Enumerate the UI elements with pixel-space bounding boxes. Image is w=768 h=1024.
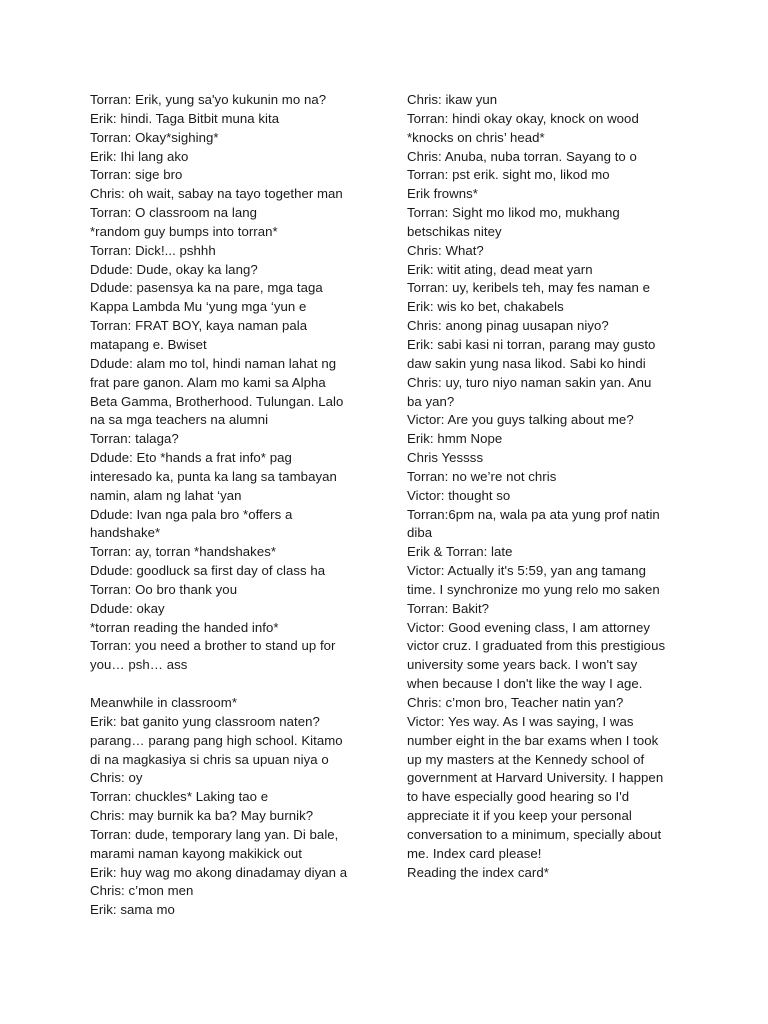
text-line: Torran: no we’re not chris bbox=[407, 468, 557, 484]
text-line: Torran: ay, torran *handshakes* bbox=[90, 544, 277, 560]
text-line: Erik: wis ko bet, chakabels bbox=[407, 299, 564, 315]
text-line: when because I don't like the way I age. bbox=[407, 676, 643, 692]
text-line: Erik: bat ganito yung classroom naten? bbox=[90, 713, 320, 729]
text-line: Ddude: Dude, okay ka lang? bbox=[90, 261, 258, 277]
text-line: Torran: Okay*sighing* bbox=[90, 129, 219, 145]
text-line: victor cruz. I graduated from this prestigious bbox=[407, 638, 666, 654]
text-line: Erik: hmm Nope bbox=[407, 431, 503, 447]
text-line: Torran: FRAT BOY, kaya naman pala bbox=[90, 318, 308, 334]
text-line: Torran: Erik, yung sa'yo kukunin mo na? bbox=[90, 92, 327, 107]
text-line: *knocks on chris’ head* bbox=[407, 129, 545, 145]
text-line: Torran: you need a brother to stand up for bbox=[90, 638, 336, 654]
text-line: Chris: Anuba, nuba torran. Sayang to o bbox=[407, 148, 637, 164]
text-line: ba yan? bbox=[407, 393, 455, 409]
text-line: frat pare ganon. Alam mo kami sa Alpha bbox=[90, 374, 326, 390]
text-line: Torran: Dick!... pshhh bbox=[90, 242, 216, 258]
text-line: Torran: Oo bro thank you bbox=[90, 581, 238, 597]
text-line: Victor: Actually it's 5:59, yan ang tamang bbox=[407, 563, 646, 579]
text-line: handshake* bbox=[90, 525, 161, 541]
text-line: Erik: hindi. Taga Bitbit muna kita bbox=[90, 110, 280, 126]
text-line: daw sakin yung nasa likod. Sabi ko hindi bbox=[407, 355, 646, 371]
text-line: university some years back. I won't say bbox=[407, 657, 638, 673]
text-line: Chris: c’mon men bbox=[90, 883, 194, 899]
text-line: Torran: dude, temporary lang yan. Di bale, bbox=[90, 826, 339, 842]
text-line: Erik: witit ating, dead meat yarn bbox=[407, 261, 593, 277]
text-line: appreciate it if you keep your personal bbox=[407, 808, 632, 824]
left-text-column bbox=[90, 91, 370, 920]
text-line: Chris: ikaw yun bbox=[407, 92, 498, 107]
text-line: Erik: huy wag mo akong dinadamay diyan a bbox=[90, 864, 348, 880]
text-line: Kappa Lambda Mu ‘yung mga ‘yun e bbox=[90, 299, 307, 315]
text-line: Erik: sama mo bbox=[90, 902, 175, 918]
text-line: Chris: What? bbox=[407, 242, 484, 258]
text-line: Torran: Bakit? bbox=[407, 600, 490, 616]
text-line: Chris: anong pinag uusapan niyo? bbox=[407, 318, 609, 334]
text-line: Torran: chuckles* Laking tao e bbox=[90, 789, 269, 805]
text-line: time. I synchronize mo yung relo mo saken bbox=[407, 581, 660, 597]
text-line: betschikas nitey bbox=[407, 223, 502, 239]
text-line: Torran: O classroom na lang bbox=[90, 205, 257, 221]
text-line: Chris: oh wait, sabay na tayo together man bbox=[90, 186, 343, 202]
text-line: conversation to a minimum, specially about bbox=[407, 826, 662, 842]
text-line: Erik: sabi kasi ni torran, parang may gusto bbox=[407, 336, 656, 352]
text-line: Torran: uy, keribels teh, may fes naman e bbox=[407, 280, 650, 296]
text-line: Chris: uy, turo niyo naman sakin yan. Anu bbox=[407, 374, 652, 390]
text-line: Torran: pst erik. sight mo, likod mo bbox=[407, 167, 610, 183]
text-line: Meanwhile in classroom* bbox=[90, 695, 238, 710]
text-line: Ddude: goodluck sa first day of class ha bbox=[90, 563, 326, 579]
text-line: Ddude: pasensya ka na pare, mga taga bbox=[90, 280, 323, 296]
text-line: Chris: c’mon bro, Teacher natin yan? bbox=[407, 695, 624, 710]
text-line: *random guy bumps into torran* bbox=[90, 223, 278, 239]
text-line: Torran: sige bro bbox=[90, 167, 183, 183]
text-line: Beta Gamma, Brotherhood. Tulungan. Lalo bbox=[90, 393, 344, 409]
text-line: na sa mga teachers na alumni bbox=[90, 412, 269, 428]
text-line: up my masters at the Kennedy school of bbox=[407, 751, 645, 767]
text-line: diba bbox=[407, 525, 433, 541]
text-line: Victor: Good evening class, I am attorney bbox=[407, 619, 650, 635]
text-line: parang… parang pang high school. Kitamo bbox=[90, 732, 343, 748]
text-line: Ddude: Ivan nga pala bro *offers a bbox=[90, 506, 293, 522]
text-line: to have especially good hearing so I'd bbox=[407, 789, 630, 805]
text-line bbox=[90, 675, 370, 694]
text-line: Chris: oy bbox=[90, 770, 143, 786]
text-line: interesado ka, punta ka lang sa tambayan bbox=[90, 468, 337, 484]
text-line: government at Harvard University. I happen bbox=[407, 770, 664, 786]
text-line: Erik: Ihi lang ako bbox=[90, 148, 189, 164]
text-line: me. Index card please! bbox=[407, 845, 542, 861]
text-line: Torran: hindi okay okay, knock on wood bbox=[407, 110, 639, 126]
text-line: Victor: thought so bbox=[407, 487, 511, 503]
text-line: you… psh… ass bbox=[90, 657, 188, 673]
text-line: Chris Yessss bbox=[407, 450, 484, 466]
text-line: number eight in the bar exams when I took bbox=[407, 732, 659, 748]
text-line: Chris: may burnik ka ba? May burnik? bbox=[90, 808, 314, 824]
text-line: di na magkasiya si chris sa upuan niya o bbox=[90, 751, 329, 767]
text-line: *torran reading the handed info* bbox=[90, 619, 279, 635]
text-line: Reading the index card* bbox=[407, 864, 549, 880]
text-line: Torran:6pm na, wala pa ata yung prof natin bbox=[407, 506, 660, 522]
right-text-column bbox=[407, 91, 707, 882]
text-line: Ddude: alam mo tol, hindi naman lahat ng bbox=[90, 355, 337, 371]
text-line: namin, alam ng lahat ‘yan bbox=[90, 487, 242, 503]
text-line: Erik frowns* bbox=[407, 186, 478, 202]
text-line: Torran: talaga? bbox=[90, 431, 179, 447]
text-line: Victor: Are you guys talking about me? bbox=[407, 412, 634, 428]
text-line: marami naman kayong makikick out bbox=[90, 845, 302, 861]
text-line: Torran: Sight mo likod mo, mukhang bbox=[407, 205, 620, 221]
text-line: Ddude: Eto *hands a frat info* pag bbox=[90, 450, 292, 466]
text-line: matapang e. Bwiset bbox=[90, 336, 207, 352]
text-line: Victor: Yes way. As I was saying, I was bbox=[407, 713, 634, 729]
text-line: Ddude: okay bbox=[90, 600, 165, 616]
text-line: Erik & Torran: late bbox=[407, 544, 513, 560]
